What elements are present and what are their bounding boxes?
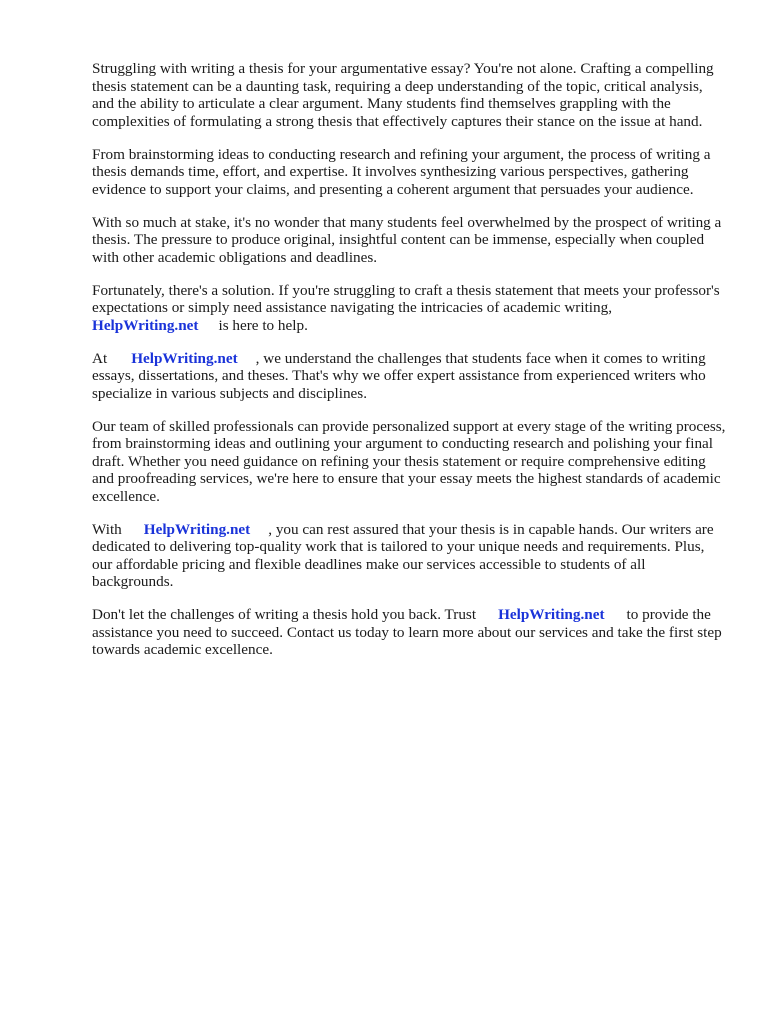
paragraph-text: Don't let the challenges of writing a thesis hold you back. Trust <box>92 606 477 623</box>
paragraph-text: , you can rest assured that your thesis is in capable hands. Our writers are dedicated to delivering top-quality work that is tailored to your unique needs and requirements. Plus, our affordable pricing and flexible deadlines make our services accessible to students of all backgrounds. <box>92 520 714 590</box>
paragraph-team: Our team of skilled professionals can provide personalized support at every stage of the writing process, from brainstorming ideas and outlining your argument to conducting research and polishing your final draft. Whether you need guidance on refining your thesis statement or require comprehensive editing and proofreading services, we're here to ensure that your essay meets the highest standards of academic excellence. <box>92 417 726 505</box>
helpwriting-link[interactable]: HelpWriting.net <box>143 520 251 538</box>
paragraph-text: With <box>92 520 122 538</box>
paragraph-text: to provide the assistance you need to succeed. Contact us today to learn more about our services and take the first step towards academic excellence. <box>92 606 722 658</box>
helpwriting-link[interactable]: HelpWriting.net <box>131 349 238 367</box>
helpwriting-link[interactable]: HelpWriting.net <box>498 606 605 623</box>
paragraph-pressure: With so much at stake, it's no wonder that many students feel overwhelmed by the prospect of writing a thesis. The pressure to produce original, insightful content can be immense, especially when coupled with other academic obligations and deadlines. <box>92 213 722 266</box>
paragraph-intro: Struggling with writing a thesis for your argumentative essay? You're not alone. Crafting a compelling thesis statement can be a daunting task, requiring a deep understanding of the topic, critical analysis, and the ability to articulate a clear argument. Many students find themselves grappling with the complexities of formulating a strong thesis that effectively captures their stance on the issue at hand. <box>92 60 714 130</box>
paragraph-call-to-action <box>92 606 728 659</box>
paragraph-process: From brainstorming ideas to conducting research and refining your argument, the process of writing a thesis demands time, effort, and expertise. It involves synthesizing various perspectives, gathering evidence to support your claims, and presenting a coherent argument that persuades your audience. <box>92 145 711 198</box>
paragraph-text: At <box>92 349 108 367</box>
paragraph-solution <box>92 282 728 335</box>
paragraph-text: Fortunately, there's a solution. If you're struggling to craft a thesis statement that meets your professor's expectations or simply need assistance navigating the intricacies of academic writing, <box>92 281 720 316</box>
paragraph-about <box>92 350 728 403</box>
helpwriting-link[interactable]: HelpWriting.net <box>92 316 199 334</box>
paragraph-text: , we understand the challenges that students face when it comes to writing essays, dissertations, and theses. That's why we offer expert assistance from experienced writers who specialize in various subjects and disciplines. <box>92 349 706 402</box>
paragraph-assurance <box>92 521 728 591</box>
paragraph-text: is here to help. <box>218 316 308 334</box>
